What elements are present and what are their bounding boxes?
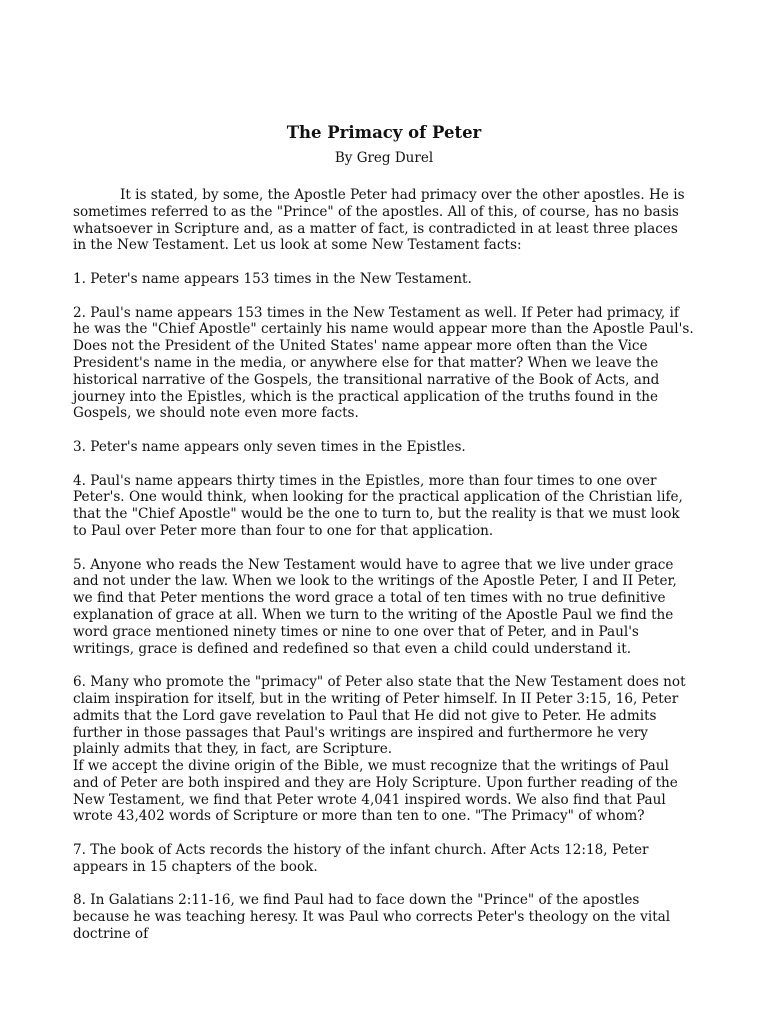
point-5-paragraph: 5. Anyone who reads the New Testament would have to agree that we live under grace and not under the law. When we look to the writings of the Apostle Peter, I and II Peter, we find that Peter mentions the word grace a total of ten times with no true definitive explanation of grace at all. When we turn to the writing of the Apostle Paul we find the word grace mentioned ninety times or nine to one over that of Peter, and in Paul's writings, grace is defined and redefined so that even a child could understand it. [73, 556, 677, 657]
intro-paragraph: It is stated, by some, the Apostle Peter had primacy over the other apostles. He is sometimes referred to as the "Prince" of the apostles. All of this, of course, has no basis whatsoever in Scripture and, as a matter of fact, is contradicted in at least three places in the New Testament. Let us look at some New Testament facts: [73, 187, 685, 254]
document-page [73, 122, 695, 960]
point-4-paragraph: 4. Paul's name appears thirty times in the Epistles, more than four times to one over Peter's. One would think, when looking for the practical application of the Christian life, that the "Chief Apostle" would be the one to turn to, but the reality is that we must look to Paul over Peter more than four to one for that application. [73, 472, 683, 539]
document-author: By Greg Durel [334, 150, 434, 166]
point-1-paragraph: 1. Peter's name appears 153 times in the New Testament. [73, 270, 472, 287]
point-6-continuation-paragraph: If we accept the divine origin of the Bible, we must recognize that the writings of Paul and of Peter are both inspired and they are Holy Scripture. Upon further reading of the New Testament, we find that Peter wrote 4,041 inspired words. We also find that Paul wrote 43,402 words of Scripture or more than ten to one. "The Primacy" of whom? [73, 758, 678, 825]
point-6-paragraph: 6. Many who promote the "primacy" of Peter also state that the New Testament does not claim inspiration for itself, but in the writing of Peter himself. In II Peter 3:15, 16, Peter admits that the Lord gave revelation to Paul that He did not give to Peter. He admits further in those passages that Paul's writings are inspired and furthermore he very plainly admits that they, in fact, are Scripture. [73, 674, 686, 758]
document-title: The Primacy of Peter [286, 123, 482, 142]
point-7-paragraph: 7. The book of Acts records the history of the infant church. After Acts 12:18, Peter appears in 15 chapters of the book. [73, 842, 649, 875]
point-2-paragraph: 2. Paul's name appears 153 times in the New Testament as well. If Peter had primacy, if he was the "Chief Apostle" certainly his name would appear more than the Apostle Paul's. Does not the President of the United States' name appear more often than the Vice President's name in the media, or anywhere else for that matter? When we leave the historical narrative of the Gospels, the transitional narrative of the Book of Acts, and journey into the Epistles, which is the practical application of the truths found in the Gospels, we should note even more facts. [73, 304, 694, 422]
point-3-paragraph: 3. Peter's name appears only seven times in the Epistles. [73, 438, 466, 455]
point-8-paragraph: 8. In Galatians 2:11-16, we find Paul had to face down the "Prince" of the apostles because he was teaching heresy. It was Paul who corrects Peter's theology on the vital doctrine of [73, 892, 671, 943]
document-body [73, 187, 695, 943]
